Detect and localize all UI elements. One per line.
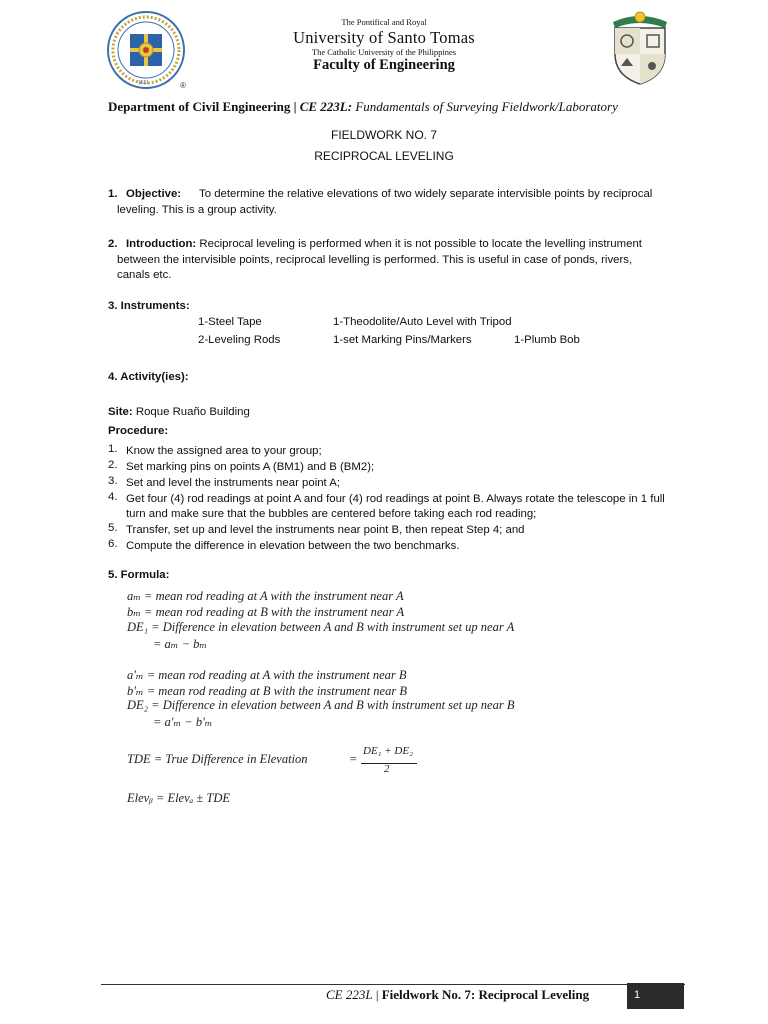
objective-text-2: leveling. This is a group activity. (117, 204, 277, 216)
instrument-item: 2-Leveling Rods (198, 334, 281, 346)
step-text: Compute the difference in elevation between the two benchmarks. (126, 540, 460, 552)
formula-equals: = (349, 752, 358, 766)
step-text: Transfer, set up and level the instruments near point B, then repeat Step 4; and (126, 524, 525, 536)
footer-separator: | (372, 987, 382, 1002)
formula-line: a'ₘ = mean rod reading at A with the instrument near B (127, 668, 407, 682)
page-number-box (627, 983, 684, 1009)
step-number: 1. (108, 443, 118, 455)
step-text: Know the assigned area to your group; (126, 445, 322, 457)
fieldwork-title: RECIPROCAL LEVELING (314, 149, 454, 163)
formula-line: aₘ = mean rod reading at A with the instrument near A (127, 589, 404, 603)
footer-label: Fieldwork No. 7 (381, 987, 471, 1002)
step-text-continued: turn and make sure that the bubbles are centered before taking each rod reading; (126, 508, 537, 520)
activities-heading: 4. Activity(ies): (108, 371, 189, 383)
formula-line: = a'ₘ − b'ₘ (153, 715, 213, 729)
footer-title: : Reciprocal Leveling (470, 987, 590, 1002)
step-number: 2. (108, 459, 118, 471)
introduction-label: Introduction: (126, 238, 197, 250)
fraction-denominator: 2 (384, 763, 390, 775)
introduction-text-1: Reciprocal leveling is performed when it is not possible to locate the levelling instrument (196, 238, 642, 250)
footer-course-code: CE 223L (326, 987, 373, 1002)
formula-line: b'ₘ = mean rod reading at B with the instrument near B (127, 684, 407, 698)
formula-line: bₘ = mean rod reading at B with the instrument near A (127, 605, 405, 619)
engineering-crest-logo (603, 8, 677, 86)
formula-heading: 5. Formula: (108, 569, 170, 581)
page-number: 1 (634, 989, 641, 1001)
fieldwork-number: FIELDWORK NO. 7 (330, 128, 437, 142)
department-name: Department of Civil Engineering (108, 99, 291, 114)
introduction-text-3: canals etc. (117, 269, 172, 281)
course-title: Fundamentals of Surveying Fieldwork/Laboratory (352, 99, 618, 114)
footer-text (326, 987, 589, 1003)
introduction-line-1 (108, 238, 642, 250)
step-text: Set and level the instruments near point A; (126, 477, 341, 489)
formula-line: Elevᵦ = Elevₐ ± TDE (127, 791, 231, 805)
step-number: 6. (108, 538, 118, 550)
instrument-item: 1-Steel Tape (198, 316, 262, 328)
step-text: Set marking pins on points A (BM1) and B (BM2); (126, 461, 375, 473)
introduction-number: 2. (108, 238, 118, 250)
course-line (108, 99, 618, 115)
site-value: Roque Ruaño Building (132, 406, 250, 418)
procedure-label: Procedure: (108, 425, 169, 437)
introduction-text-2: between the intervisible points, reciprocal levelling is performed. This is useful in case of ponds, rivers, (117, 254, 633, 266)
faculty-name: Faculty of Engineering (313, 57, 455, 73)
formula-line: DE₂ = Difference in elevation between A and B with instrument set up near B (127, 698, 515, 712)
university-name: University of Santo Tomas (293, 28, 475, 47)
step-number: 5. (108, 522, 118, 534)
instruments-heading: 3. Instruments: (108, 300, 190, 312)
formula-line: DE₁ = Difference in elevation between A and B with instrument set up near A (127, 620, 515, 634)
formula-line: TDE = True Difference in Elevation (127, 752, 308, 766)
seal-year: 1611 (138, 80, 149, 86)
instrument-item: 1-Plumb Bob (514, 334, 580, 346)
objective-line-1 (108, 188, 652, 200)
step-text: Get four (4) rod readings at point A and four (4) rod readings at point B. Always rotate the telescope in 1 full (126, 493, 665, 505)
objective-label: Objective: (126, 188, 182, 200)
footer-rule (101, 984, 685, 985)
instrument-item: 1-Theodolite/Auto Level with Tripod (333, 316, 512, 328)
site-line (108, 406, 250, 418)
step-number: 3. (108, 475, 118, 487)
fraction-numerator: DE₁ + DE₂ (363, 745, 413, 757)
formula-line: = aₘ − bₘ (153, 637, 208, 651)
registered-mark: ® (180, 81, 186, 90)
catholic-university-line: The Catholic University of the Philippines (311, 47, 457, 57)
course-code: CE 223L: (299, 99, 353, 114)
objective-number: 1. (108, 188, 118, 200)
course-separator: | (290, 99, 300, 114)
site-label: Site: (108, 406, 133, 418)
instrument-item: 1-set Marking Pins/Markers (333, 334, 472, 346)
header-pontifical-line: The Pontifical and Royal (341, 17, 427, 27)
objective-text-1: To determine the relative elevations of two widely separate intervisible points by reciprocal (199, 188, 653, 200)
step-number: 4. (108, 491, 118, 503)
